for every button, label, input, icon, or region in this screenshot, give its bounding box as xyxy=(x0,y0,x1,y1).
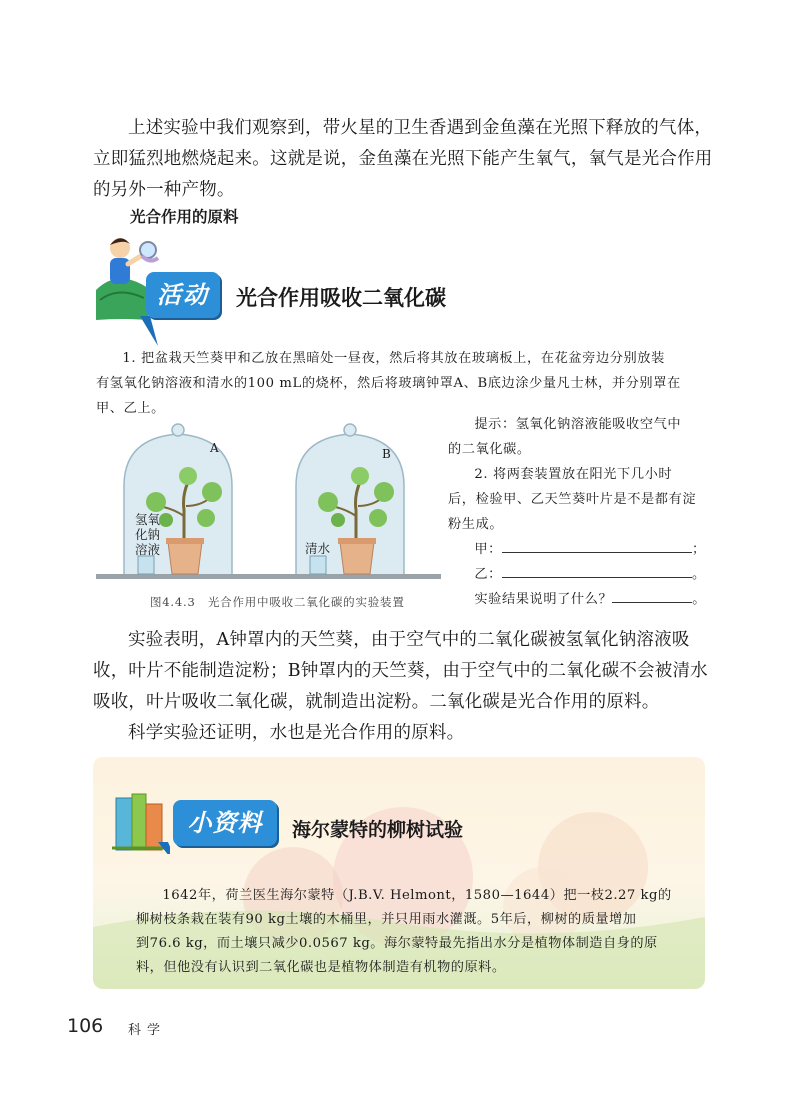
answer-jia: 甲： ； xyxy=(448,537,710,562)
subject-label: 科学 xyxy=(128,1023,167,1038)
intro-paragraph xyxy=(93,113,713,206)
intro-line-3: 的另外一种产物。 xyxy=(93,180,235,200)
step2-line-3: 粉生成。 xyxy=(448,517,504,532)
answer-yi: 乙： 。 xyxy=(448,562,710,587)
activity-badge: 活动 xyxy=(146,272,220,318)
info-badge: 小资料 xyxy=(173,800,277,846)
result-paragraph xyxy=(93,625,713,749)
info-line-1: 1642年，荷兰医生海尔蒙特（J.B.V. Helmont，1580—1644）把一枝2.27 kg的 xyxy=(162,888,672,903)
info-line-2: 柳树枝条栽在装有90 kg土壤的木桶里，并只用雨水灌溉。5年后，柳树的质量增加 xyxy=(136,912,637,927)
books-icon xyxy=(110,790,170,854)
step2-line-1: 2. 将两套装置放在阳光下几小时 xyxy=(474,467,673,482)
beaker-b-label: 清水 xyxy=(305,541,331,556)
step1-line-3: 甲、乙上。 xyxy=(96,401,165,416)
result-line-2: 收，叶片不能制造淀粉；B钟罩内的天竺葵，由于空气中的二氧化碳不会被清水 xyxy=(93,661,708,681)
experiment-figure xyxy=(96,420,441,585)
section-heading: 光合作用的原料 xyxy=(130,208,239,226)
result-line-4: 科学实验还证明，水也是光合作用的原料。 xyxy=(128,723,465,743)
step1-line-2: 有氢氧化钠溶液和清水的100 mL的烧杯，然后将玻璃钟罩A、B底边涂少量凡士林，并分别罩在 xyxy=(96,376,681,391)
intro-line-2: 立即猛烈地燃烧起来。这就是说，金鱼藻在光照下能产生氧气，氧气是光合作用 xyxy=(93,149,713,169)
info-text xyxy=(136,884,676,980)
hint-line-1: 提示：氢氧化钠溶液能吸收空气中 xyxy=(474,417,682,432)
info-line-3: 到76.6 kg，而土壤只减少0.0567 kg。海尔蒙特最先指出水分是植物体制造自身的原 xyxy=(136,936,658,951)
jar-a-label: A xyxy=(210,441,219,455)
page-number: 106 xyxy=(67,1015,104,1037)
info-line-4: 料，但他没有认识到二氧化碳也是植物体制造有机物的原料。 xyxy=(136,960,506,975)
result-line-1: 实验表明，A钟罩内的天竺葵，由于空气中的二氧化碳被氢氧化钠溶液吸 xyxy=(128,630,690,650)
activity-side-text xyxy=(448,412,710,612)
answer-jia-blank[interactable] xyxy=(502,538,692,553)
hint-line-2: 的二氧化碳。 xyxy=(448,442,531,457)
answer-question: 实验结果说明了什么？ 。 xyxy=(448,587,710,612)
result-line-3: 吸收，叶片吸收二氧化碳，就制造出淀粉。二氧化碳是光合作用的原料。 xyxy=(93,692,660,712)
answer-question-blank[interactable] xyxy=(612,588,692,603)
step2-line-2: 后，检验甲、乙天竺葵叶片是不是都有淀 xyxy=(448,492,697,507)
step1-line-1: 1. 把盆栽天竺葵甲和乙放在黑暗处一昼夜，然后将其放在玻璃板上，在花盆旁边分别放装 xyxy=(122,351,665,366)
activity-title: 光合作用吸收二氧化碳 xyxy=(236,286,446,310)
activity-step-1 xyxy=(96,346,706,421)
answer-yi-blank[interactable] xyxy=(502,563,692,578)
info-title: 海尔蒙特的柳树试验 xyxy=(292,819,464,841)
beaker-a-label: 氢氧 化钠 溶液 xyxy=(135,512,161,557)
jar-b-label: B xyxy=(382,447,391,461)
figure-caption: 图4.4.3 光合作用中吸收二氧化碳的实验装置 xyxy=(150,595,405,609)
intro-line-1: 上述实验中我们观察到，带火星的卫生香遇到金鱼藻在光照下释放的气体， xyxy=(128,118,713,138)
